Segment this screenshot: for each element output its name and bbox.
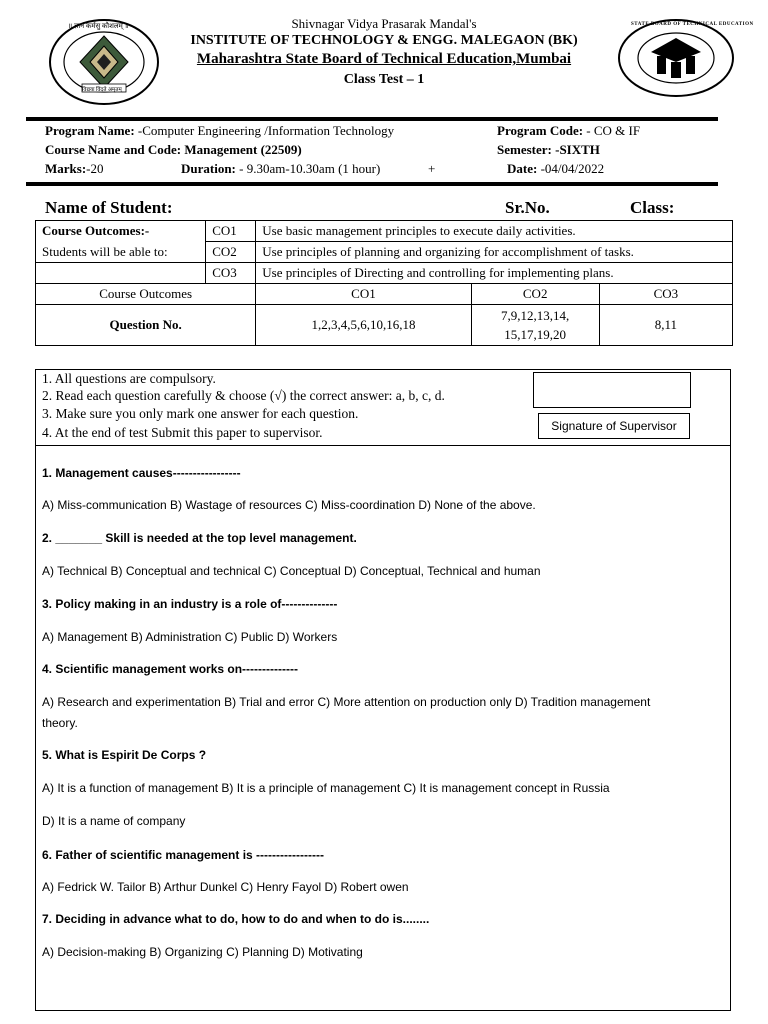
header-divider-bottom bbox=[26, 182, 718, 186]
semester-value: -SIXTH bbox=[551, 142, 600, 157]
course-outcomes-table bbox=[35, 220, 733, 346]
table-row bbox=[36, 263, 733, 284]
test-title: Class Test – 1 bbox=[343, 72, 425, 87]
question-5-options[interactable]: A) It is a function of management B) It is a principle of management C) It is management concept in Russia bbox=[42, 781, 610, 795]
duration-value: - 9.30am-10.30am (1 hour) bbox=[235, 161, 381, 176]
question-5-options-cont[interactable]: D) It is a name of company bbox=[42, 814, 186, 828]
question-3-options[interactable]: A) Management B) Administration C) Public D) Workers bbox=[42, 630, 338, 644]
duration bbox=[181, 161, 380, 177]
co-map-col: CO2 bbox=[471, 284, 599, 305]
table-row bbox=[36, 221, 733, 242]
instruction-item: 1. All questions are compulsory. bbox=[42, 371, 216, 386]
program-code bbox=[497, 123, 640, 139]
plus-sign: + bbox=[428, 161, 436, 176]
marks-value: -20 bbox=[86, 161, 104, 176]
question-no-co2 bbox=[471, 305, 599, 346]
program-name-value: -Computer Engineering /Information Technology bbox=[134, 123, 395, 138]
co-subheading: Students will be able to: bbox=[36, 242, 206, 263]
question-3: 3. Policy making in an industry is a role of-------------- bbox=[42, 597, 338, 611]
question-no-label: Question No. bbox=[36, 305, 256, 346]
co-description: Use basic management principles to execute daily activities. bbox=[256, 221, 733, 242]
board-logo-text: STATE BOARD OF TECHNICAL EDUCATION bbox=[631, 22, 754, 27]
question-2-options[interactable]: A) Technical B) Conceptual and technical C) Conceptual D) Conceptual, Technical and human bbox=[42, 564, 541, 578]
question-1: 1. Management causes----------------- bbox=[42, 466, 241, 480]
marks bbox=[45, 161, 104, 177]
society-name: Shivnagar Vidya Prasarak Mandal's bbox=[291, 16, 477, 31]
co-heading: Course Outcomes:- bbox=[36, 221, 206, 242]
question-no-co2-line1: 7,9,12,13,14, bbox=[501, 308, 570, 323]
instructions-divider bbox=[35, 445, 731, 446]
instruction-item: 3. Make sure you only mark one answer for each question. bbox=[42, 406, 359, 421]
question-no-co3: 8,11 bbox=[599, 305, 732, 346]
co-map-col: CO3 bbox=[599, 284, 732, 305]
signature-label: Signature of Supervisor bbox=[538, 413, 690, 439]
question-no-co1: 1,2,3,4,5,6,10,16,18 bbox=[256, 305, 471, 346]
serial-number-label: Sr.No. bbox=[505, 198, 550, 217]
question-7: 7. Deciding in advance what to do, how to do and when to do is........ bbox=[42, 912, 430, 926]
co-code: CO2 bbox=[206, 242, 256, 263]
logo-motto-top: ॥ ज्ञानं कर्मसु कौशलम् ॥ bbox=[68, 22, 129, 30]
co-description: Use principles of Directing and controlling for implementing plans. bbox=[256, 263, 733, 284]
board-name: Maharashtra State Board of Technical Education,Mumbai bbox=[196, 51, 572, 67]
co-empty-cell bbox=[36, 263, 206, 284]
course-label: Course Name and Code: bbox=[45, 142, 182, 157]
question-4: 4. Scientific management works on-------------- bbox=[42, 662, 299, 676]
semester bbox=[497, 142, 600, 158]
program-code-label: Program Code: bbox=[497, 123, 584, 138]
course-value: Management (22509) bbox=[181, 142, 302, 157]
duration-label: Duration: bbox=[181, 161, 236, 176]
date-value: -04/04/2022 bbox=[537, 161, 605, 176]
program-name-label: Program Name: bbox=[45, 123, 135, 138]
question-2: 2. _______ Skill is needed at the top level management. bbox=[42, 531, 357, 545]
instruction-item: 4. At the end of test Submit this paper to supervisor. bbox=[42, 425, 323, 440]
header-divider-top bbox=[26, 117, 718, 121]
student-name-label: Name of Student: bbox=[45, 198, 173, 217]
date bbox=[507, 161, 604, 177]
question-7-options[interactable]: A) Decision-making B) Organizing C) Planning D) Motivating bbox=[42, 945, 363, 959]
program-name bbox=[45, 123, 394, 139]
date-label: Date: bbox=[507, 161, 538, 176]
question-4-options[interactable]: A) Research and experimentation B) Trial and error C) More attention on production only D) Tradition management bbox=[42, 695, 651, 709]
co-code: CO1 bbox=[206, 221, 256, 242]
question-6-options[interactable]: A) Fedrick W. Tailor B) Arthur Dunkel C) Henry Fayol D) Robert owen bbox=[42, 880, 409, 894]
course-name bbox=[45, 142, 302, 158]
table-row bbox=[36, 242, 733, 263]
instruction-item: 2. Read each question carefully & choose (√) the correct answer: a, b, c, d. bbox=[42, 388, 445, 403]
question-1-options[interactable]: A) Miss-communication B) Wastage of resources C) Miss-coordination D) None of the above. bbox=[42, 498, 536, 512]
logo-motto-bottom: विद्यया विंदते अमृतम् bbox=[82, 87, 122, 93]
institute-name: INSTITUTE OF TECHNOLOGY & ENGG. MALEGAON (BK) bbox=[190, 33, 578, 48]
question-4-options-cont[interactable]: theory. bbox=[42, 716, 78, 730]
question-5: 5. What is Espirit De Corps ? bbox=[42, 748, 207, 762]
question-no-co2-line2: 15,17,19,20 bbox=[504, 327, 567, 342]
semester-label: Semester: bbox=[497, 142, 552, 157]
table-row bbox=[36, 284, 733, 305]
marks-label: Marks: bbox=[45, 161, 87, 176]
table-row bbox=[36, 305, 733, 346]
class-label: Class: bbox=[630, 198, 675, 217]
co-code: CO3 bbox=[206, 263, 256, 284]
program-code-value: - CO & IF bbox=[583, 123, 641, 138]
co-description: Use principles of planning and organizing for accomplishment of tasks. bbox=[256, 242, 733, 263]
co-map-col: CO1 bbox=[256, 284, 471, 305]
question-6: 6. Father of scientific management is ----------------- bbox=[42, 848, 324, 862]
co-map-header: Course Outcomes bbox=[36, 284, 256, 305]
signature-box[interactable] bbox=[533, 372, 691, 408]
